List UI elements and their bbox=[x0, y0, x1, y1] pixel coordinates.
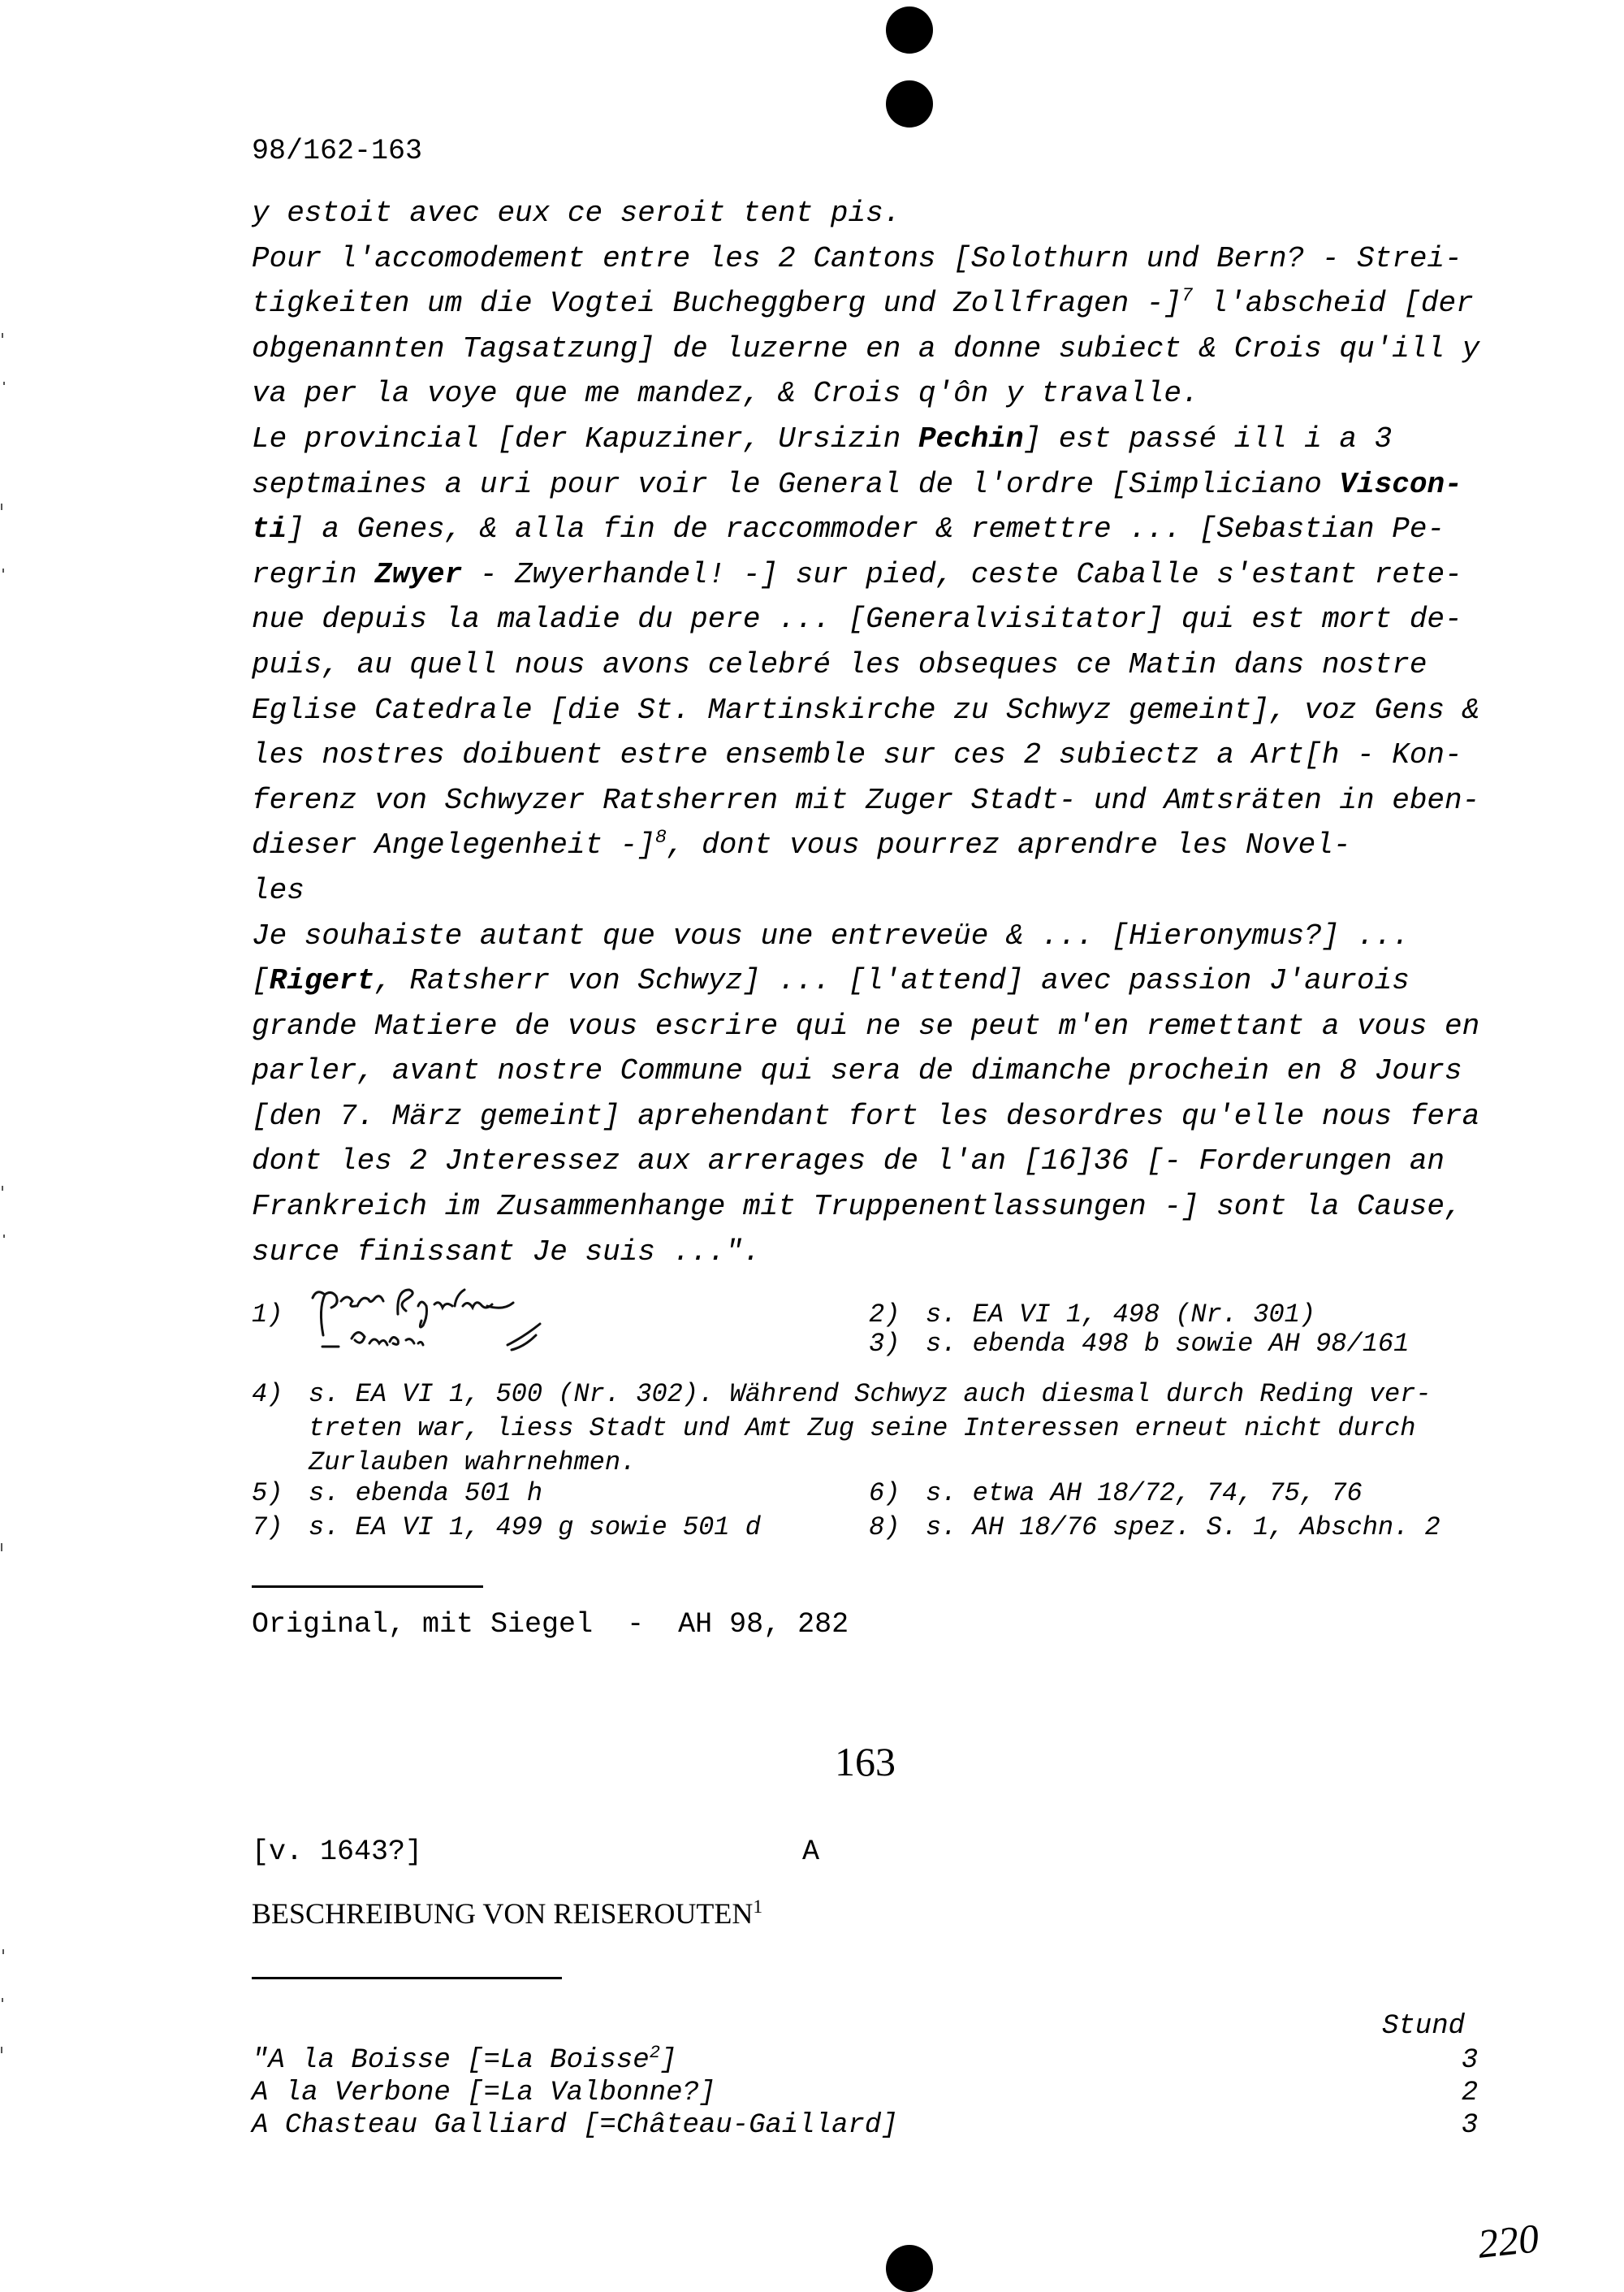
punch-hole-top bbox=[886, 6, 933, 54]
footnote-4 bbox=[252, 1377, 1518, 1480]
body-line: Le provincial [der Kapuziner, Ursizin Pechin] est passé ill i a 3 bbox=[252, 422, 1393, 456]
title-rule bbox=[252, 1977, 562, 1979]
footnote-5: 5) s. ebenda 501 h bbox=[252, 1478, 543, 1508]
body-line: dieser Angelegenheit -]$^8$, dont vous pourrez aprendre les Novel- bbox=[252, 828, 1351, 863]
source-note: Original, mit Siegel - AH 98, 282 bbox=[252, 1608, 849, 1641]
body-line: grande Matiere de vous escrire qui ne se peut m'en remettant a vous en bbox=[252, 1009, 1480, 1043]
body-line: ferenz von Schwyzer Ratsherren mit Zuger Stadt- und Amtsräten in eben- bbox=[252, 783, 1480, 817]
document-date: [v. 1643?] bbox=[252, 1836, 423, 1868]
route-hours: 2 bbox=[1461, 2078, 1479, 2108]
handwritten-signature bbox=[304, 1282, 556, 1363]
body-line: nue depuis la maladie du pere ... [Generalvisitator] qui est mort de- bbox=[252, 603, 1462, 637]
body-line: Pour l'accomodement entre les 2 Cantons [Solothurn und Bern? - Strei- bbox=[252, 241, 1462, 275]
body-line: surce finissant Je suis ...". bbox=[252, 1235, 761, 1269]
footnote-3: 3) s. ebenda 498 b sowie AH 98/161 bbox=[869, 1329, 1410, 1359]
body-line: septmaines a uri pour voir le General de l'ordre [Simpliciano Viscon- bbox=[252, 467, 1462, 501]
route-hours: 3 bbox=[1461, 2110, 1479, 2141]
body-line: les bbox=[252, 873, 304, 907]
footnote-4-line: treten war, liess Stadt und Amt Zug seine Interessen erneut nicht durch bbox=[309, 1413, 1416, 1443]
punch-hole-second bbox=[886, 80, 933, 128]
route-row: A Chasteau Galliard [=Château-Gaillard] 3 bbox=[252, 2110, 1486, 2141]
document-number: 163 bbox=[835, 1739, 896, 1784]
footnote-4-line: 4) s. EA VI 1, 500 (Nr. 302). Während Schwyz auch diesmal durch Reding ver- bbox=[252, 1379, 1432, 1409]
body-line: va per la voye que me mandez, & Crois q'ôn y travalle. bbox=[252, 377, 1199, 411]
route-hours: 3 bbox=[1461, 2045, 1479, 2076]
body-line: tigkeiten um die Vogtei Bucheggberg und Zollfragen -]$^7$ l'abscheid [der bbox=[252, 286, 1474, 321]
body-line: les nostres doibuent estre ensemble sur ces 2 subiectz a Art[h - Kon- bbox=[252, 738, 1462, 772]
body-line: regrin Zwyer - Zwyerhandel! -] sur pied, ceste Caballe s'estant rete- bbox=[252, 557, 1462, 591]
person-name: Pechin bbox=[918, 422, 1024, 456]
person-name: Zwyer bbox=[374, 557, 463, 591]
footnote-marker: 7 bbox=[1181, 286, 1194, 308]
body-line: y estoit avec eux ce seroit tent pis. bbox=[252, 197, 901, 230]
punch-hole-bottom bbox=[886, 2245, 933, 2292]
body-line: obgenannten Tagsatzung] de luzerne en a donne subiect & Crois qu'ill y bbox=[252, 331, 1480, 365]
page-number: 220 bbox=[1475, 2215, 1541, 2267]
body-line: Je souhaiste autant que vous une entreveüe & ... [Hieronymus?] ... bbox=[252, 919, 1410, 953]
route-row: A la Verbone [=La Valbonne?] 2 bbox=[252, 2078, 1486, 2108]
footnote-2: 2) s. EA VI 1, 498 (Nr. 301) bbox=[869, 1300, 1316, 1330]
body-line: dont les 2 Jnteressez aux arrerages de l'an [16]36 [- Forderungen an bbox=[252, 1144, 1445, 1178]
body-line: [den 7. März gemeint] aprehendant fort les desordres qu'elle nous fera bbox=[252, 1099, 1480, 1133]
footnote-8: 8) s. AH 18/76 spez. S. 1, Abschn. 2 bbox=[869, 1512, 1440, 1542]
footnote-4-line: Zurlauben wahrnehmen. bbox=[309, 1447, 637, 1477]
footnote-6: 6) s. etwa AH 18/72, 74, 75, 76 bbox=[869, 1478, 1363, 1508]
person-name: ti bbox=[252, 512, 287, 547]
hours-column-label: Stund bbox=[1382, 2011, 1466, 2042]
divider-rule bbox=[252, 1585, 483, 1588]
body-line: Frankreich im Zusammenhange mit Truppenentlassungen -] sont la Cause, bbox=[252, 1190, 1462, 1224]
body-line: parler, avant nostre Commune qui sera de dimanche prochein en 8 Jours bbox=[252, 1054, 1462, 1088]
document-letter: A bbox=[802, 1836, 820, 1868]
document-title: BESCHREIBUNG VON REISEROUTEN$^1$ bbox=[252, 1896, 763, 1930]
person-name: Rigert bbox=[269, 964, 375, 998]
footnote-marker: 8 bbox=[654, 828, 667, 850]
body-line: ti] a Genes, & alla fin de raccommoder & remettre ... [Sebastian Pe- bbox=[252, 512, 1445, 547]
body-line: Eglise Catedrale [die St. Martinskirche zu Schwyz gemeint], voz Gens & bbox=[252, 693, 1480, 727]
document-reference: 98/162-163 bbox=[252, 135, 423, 167]
body-line: puis, au quell nous avons celebré les obseques ce Matin dans nostre bbox=[252, 647, 1427, 681]
route-row: "A la Boisse [=La Boisse$^2$] 3 bbox=[252, 2045, 1486, 2076]
footnote-7: 7) s. EA VI 1, 499 g sowie 501 d bbox=[252, 1512, 761, 1542]
footnote-1-number: 1) bbox=[252, 1300, 283, 1330]
body-line: [Rigert, Ratsherr von Schwyz] ... [l'attend] avec passion J'aurois bbox=[252, 964, 1410, 998]
letter-body bbox=[252, 191, 1502, 1274]
title-footnote-marker: 1 bbox=[753, 1896, 763, 1918]
person-name: Viscon- bbox=[1339, 467, 1462, 501]
scan-edge-noise bbox=[0, 0, 13, 2292]
